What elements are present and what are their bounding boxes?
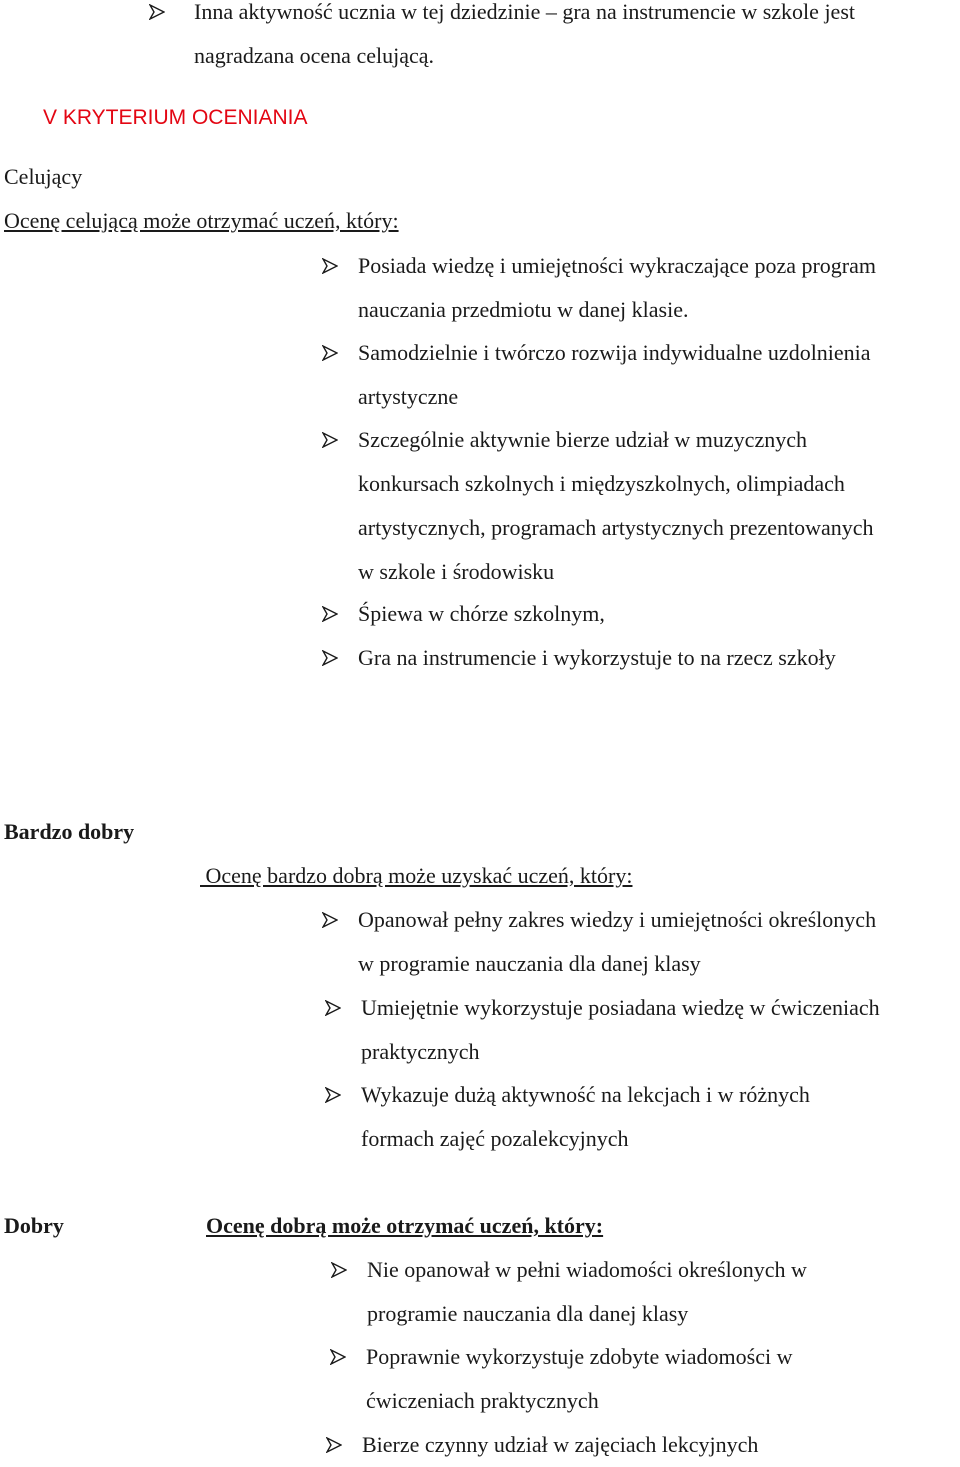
list-item-line: w programie nauczania dla danej klasy <box>358 951 701 976</box>
list-item-line: Śpiewa w chórze szkolnym, <box>358 601 605 626</box>
list-item <box>358 636 836 680</box>
list-item-line: artystyczne <box>358 384 459 409</box>
list-item-line: Bierze czynny udział w zajęciach lekcyjnych <box>362 1432 759 1457</box>
lead-celujacy: Ocenę celującą może otrzymać uczeń, który: <box>4 208 399 233</box>
list-item-line: Samodzielnie i twórczo rozwija indywidualne uzdolnienia <box>358 340 871 365</box>
list-item <box>361 1073 810 1161</box>
arrow-bullet-icon <box>331 1262 347 1278</box>
list-item-line: nauczania przedmiotu w danej klasie. <box>358 297 689 322</box>
list-item <box>362 1423 758 1467</box>
grade-heading-bardzo-dobry: Bardzo dobry <box>4 819 135 844</box>
list-item-line: Posiada wiedzę i umiejętności wykraczające poza program <box>358 253 876 278</box>
list-item-line: Szczególnie aktywnie bierze udział w muzycznych <box>358 427 807 452</box>
lead-bardzo-dobry-text: Ocenę bardzo dobrą może uzyskać uczeń, który: <box>205 863 633 888</box>
section-title: V KRYTERIUM OCENIANIA <box>43 106 308 129</box>
list-item-line: Gra na instrumencie i wykorzystuje to na rzecz szkoły <box>358 645 836 670</box>
list-item-line: Poprawnie wykorzystuje zdobyte wiadomości w <box>366 1344 793 1369</box>
list-item <box>366 1335 792 1423</box>
arrow-bullet-icon <box>330 1349 346 1365</box>
grade-heading-dobry: Dobry <box>4 1213 64 1238</box>
list-item-line: artystycznych, programach artystycznych prezentowanych <box>358 515 874 540</box>
arrow-bullet-icon <box>322 606 338 622</box>
list-item <box>358 331 871 419</box>
intro-paragraph <box>194 0 855 78</box>
lead-dobry: Ocenę dobrą może otrzymać uczeń, który: <box>206 1213 604 1238</box>
list-item <box>361 986 880 1074</box>
list-item <box>358 898 876 986</box>
arrow-bullet-icon <box>325 1000 341 1016</box>
grade-heading-celujacy: Celujący <box>4 164 83 189</box>
list-item-line: konkursach szkolnych i międzyszkolnych, olimpiadach <box>358 471 845 496</box>
list-item <box>358 418 874 594</box>
list-item-line: Opanował pełny zakres wiedzy i umiejętności określonych <box>358 907 877 932</box>
arrow-bullet-icon <box>322 345 338 361</box>
list-item-line: Umiejętnie wykorzystuje posiadana wiedzę w ćwiczeniach <box>361 995 880 1020</box>
list-item <box>367 1248 807 1336</box>
arrow-bullet-icon <box>322 432 338 448</box>
list-item-line: w szkole i środowisku <box>358 559 555 584</box>
arrow-bullet-icon <box>322 650 338 666</box>
list-item-line: Nie opanował w pełni wiadomości określonych w <box>367 1257 807 1282</box>
list-item-line: Wykazuje dużą aktywność na lekcjach i w różnych <box>361 1082 810 1107</box>
arrow-bullet-icon <box>149 4 165 20</box>
list-item-line: formach zajęć pozalekcyjnych <box>361 1126 629 1151</box>
list-item <box>358 244 876 332</box>
list-item <box>358 592 605 636</box>
arrow-bullet-icon <box>322 258 338 274</box>
intro-line: Inna aktywność ucznia w tej dziedzinie – gra na instrumencie w szkole jest <box>194 0 855 24</box>
list-item-line: praktycznych <box>361 1039 480 1064</box>
list-item-line: ćwiczeniach praktycznych <box>366 1388 599 1413</box>
lead-bardzo-dobry <box>200 863 632 889</box>
arrow-bullet-icon <box>325 1087 341 1103</box>
intro-line: nagradzana ocena celującą. <box>194 43 434 68</box>
arrow-bullet-icon <box>326 1437 342 1453</box>
arrow-bullet-icon <box>322 912 338 928</box>
list-item-line: programie nauczania dla danej klasy <box>367 1301 689 1326</box>
